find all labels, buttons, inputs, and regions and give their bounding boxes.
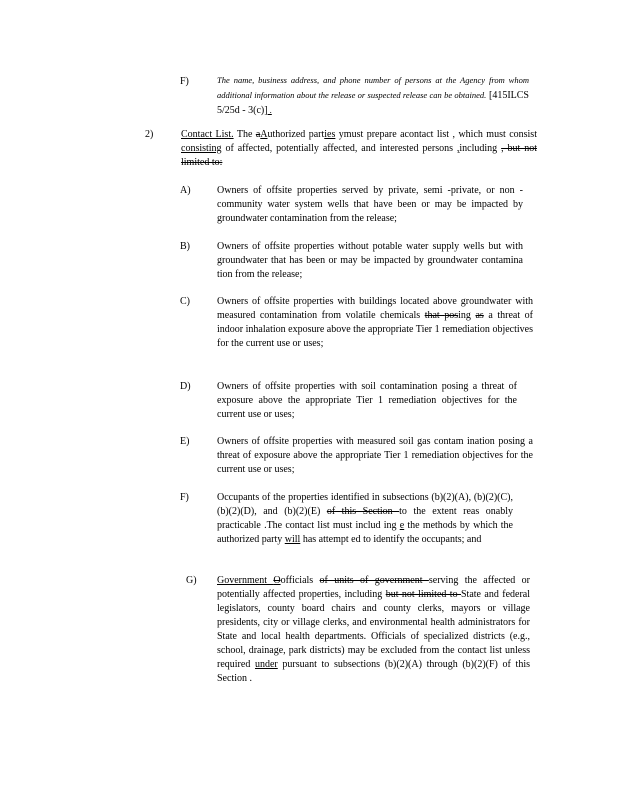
item-label-f-top: F)	[180, 76, 189, 87]
item-f-top-italic: The name, business address, and phone number of persons at the Agency from whom additional information about the release or suspected release can be obtained.	[217, 75, 529, 100]
item-label-g: G)	[186, 575, 197, 586]
sec2-text-6: including	[459, 143, 502, 154]
sec2-text-5: of affected, potentially affected, and interested persons	[221, 143, 457, 154]
item-g-strike-O: O	[273, 575, 281, 586]
item-f-insert-e: e	[399, 520, 405, 531]
item-c-strike-pos: pos	[444, 310, 459, 321]
item-f-text	[217, 491, 513, 547]
sec2-strike-not-limited: , but not limited to:	[181, 143, 538, 168]
section-label-2: 2)	[145, 129, 154, 140]
item-g-strike-not-limited: but not limited to	[385, 589, 461, 600]
sec2-insert-A: A	[260, 129, 268, 140]
item-label-b: B)	[180, 241, 190, 252]
item-f-strike: of this Section	[326, 506, 400, 517]
item-f-mid: to the extent reas onably practicable .The contact list must includ ing	[217, 506, 513, 531]
section-2-text	[181, 128, 537, 170]
sec2-insert-comma: ,	[456, 143, 460, 154]
item-g-text-1: officials	[280, 575, 320, 586]
item-label-a: A)	[180, 185, 191, 196]
sec2-text-3: part	[308, 129, 325, 140]
sec2-text-1: The	[233, 129, 256, 140]
item-c-post: a threat of indoor inhalation exposure above the appropriate Tier 1 remediation objectives for the current use or uses;	[217, 310, 533, 349]
item-label-f: F)	[180, 492, 189, 503]
item-f-mid2: the methods by which the authorized party	[217, 520, 513, 545]
item-g-insert-under: under	[254, 659, 278, 670]
item-c-pre: Owners of offsite properties with buildings located above groundwater with measured contamination from volatile chemicals	[217, 296, 533, 321]
citation: [415ILCS 5/25d - 3(c)]	[217, 90, 529, 116]
item-b-text: Owners of offsite properties without potable water supply wells but with groundwater that has been or may be impacted by groundwater contamina tion from the release;	[217, 241, 523, 280]
sec2-insert-ies: ies	[324, 129, 336, 140]
item-e-text: Owners of offsite properties with measured soil gas contam ination posing a threat of exposure above the appropriate Tier 1 remediation objectives for the current use or uses;	[217, 436, 533, 475]
item-label-d: D)	[180, 381, 191, 392]
item-c-text	[217, 295, 533, 351]
item-c-strike-as: as	[475, 310, 484, 321]
contact-list-heading: Contact List.	[181, 129, 234, 140]
citation-tail: .	[267, 105, 272, 115]
item-g-text-3: State and federal legislators, county board chairs and county clerks, mayors or village presidents, city or village clerks, and environmental health administrators for State and local health departments. Officials of specialized districts (e.g., school, drainage, park districts) may be excluded from the contact list unless required	[217, 589, 531, 670]
sec2-text-2: uthorized	[267, 129, 309, 140]
item-f-top-text	[217, 73, 529, 118]
item-g-strike-units: of units of government	[319, 575, 429, 586]
item-g-text-4: pursuant to subsections (b)(2)(A) through (b)(2)(F) of this Section .	[217, 659, 530, 684]
item-f-pre: Occupants of the properties identified in subsections (b)(2)(A), (b)(2)(C), (b)(2)(D), and (b)(2)(E)	[217, 492, 513, 517]
sec2-text-4: ymust prepare acontact list , which must consist	[335, 129, 537, 140]
item-label-e: E)	[180, 436, 190, 447]
sec2-strike-a: a	[255, 129, 261, 140]
item-a-text: Owners of offsite properties served by private, semi -private, or non -community water system wells that have been or may be impacted by groundwater contamination from the release;	[217, 185, 523, 224]
item-c-strike-that: that	[424, 310, 445, 321]
item-g-text-2: serving the affected or potentially affected properties, including	[217, 575, 530, 600]
item-label-c: C)	[180, 296, 190, 307]
item-d-text: Owners of offsite properties with soil contamination posing a threat of exposure above the appropriate Tier 1 remediation objectives for the current use or uses;	[217, 381, 517, 420]
item-g-insert-government: Government	[217, 575, 274, 586]
sec2-insert-consisting: consisting	[181, 143, 222, 154]
item-g-text	[217, 574, 530, 686]
item-f-post: has attempt ed to identify the occupants; and	[300, 534, 482, 545]
item-c-mid: ing	[458, 310, 476, 321]
item-f-insert-will: will	[284, 534, 301, 545]
